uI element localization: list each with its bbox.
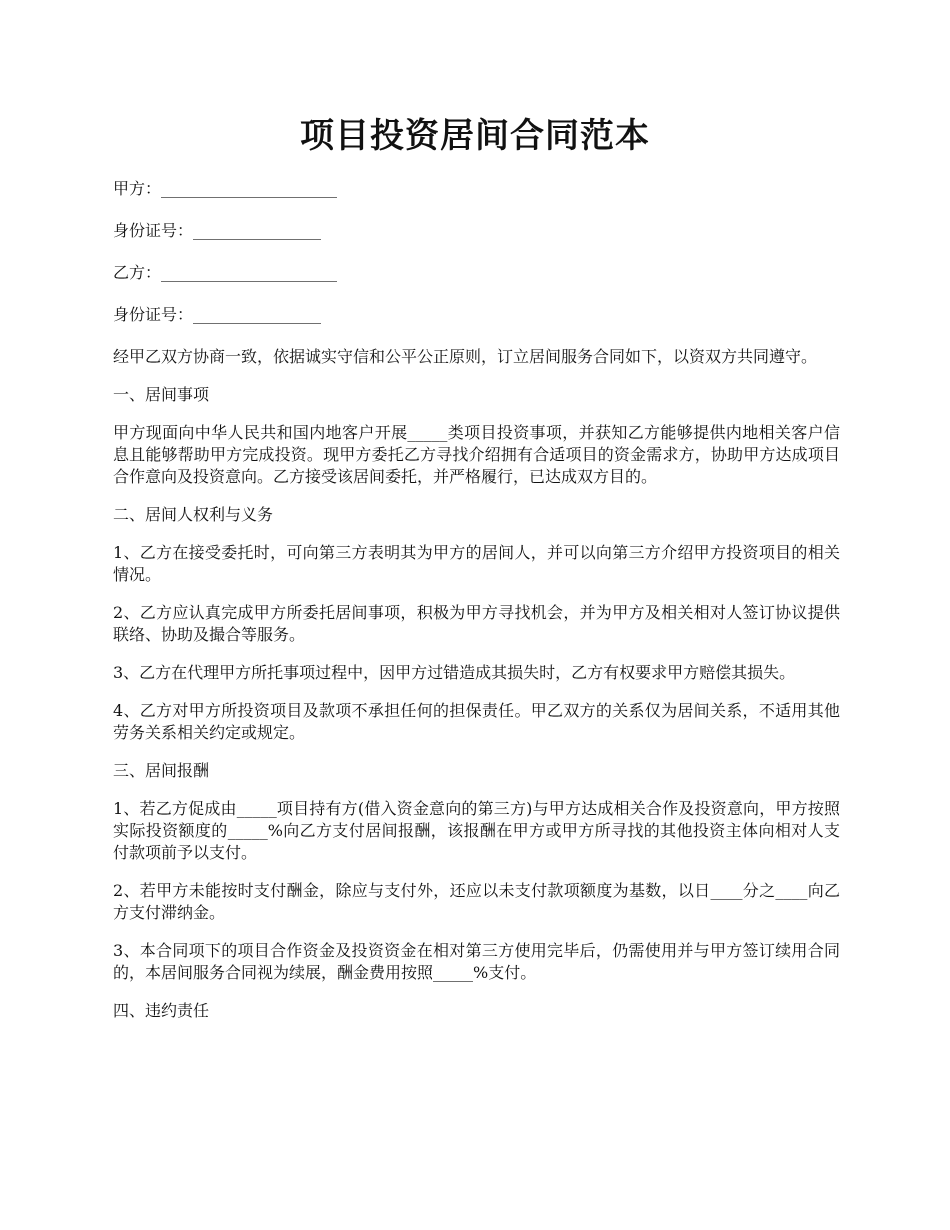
party-a-field: 甲方：______________________ [113,179,338,198]
party-a-id-field: 身份证号：________________ [113,221,322,240]
section-heading-2: 二、居间人权利与义务 [113,505,274,524]
party-b-id-field: 身份证号：________________ [113,305,322,324]
clause-2-2: 2、乙方应认真完成甲方所委托居间事项，积极为甲方寻找机会，并为甲方及相关相对人签订协议提供联络、协助及撮合等服务。 [113,603,840,644]
section-heading-4: 四、违约责任 [113,1001,210,1020]
clause-2-4: 4、乙方对甲方所投资项目及款项不承担任何的担保责任。甲乙双方的关系仅为居间关系，不适用其他劳务关系相关约定或规定。 [113,701,840,742]
clause-3-2: 2、若甲方未能按时支付酬金，除应与支付外，还应以未支付款项额度为基数，以日____分之____向乙方支付滞纳金。 [113,881,840,922]
party-b-field: 乙方：______________________ [113,263,338,282]
section-heading-3: 三、居间报酬 [113,761,210,780]
clause-2-3: 3、乙方在代理甲方所托事项过程中，因甲方过错造成其损失时，乙方有权要求甲方赔偿其损失。 [113,663,796,682]
clause-3-1: 1、若乙方促成由_____项目持有方(借入资金意向的第三方)与甲方达成相关合作及投资意向，甲方按照实际投资额度的_____%向乙方支付居间报酬，该报酬在甲方或甲方所寻找的其他投资主体向相对人支付款项前予以支付。 [113,799,840,862]
document-title: 项目投资居间合同范本 [300,116,650,156]
clause-3-3: 3、本合同项下的项目合作资金及投资资金在相对第三方使用完毕后，仍需使用并与甲方签订续用合同的，本居间服务合同视为续展，酬金费用按照_____%支付。 [113,941,840,982]
preamble-paragraph: 经甲乙双方协商一致，依据诚实守信和公平公正原则，订立居间服务合同如下，以资双方共同遵守。 [113,347,818,366]
clause-2-1: 1、乙方在接受委托时，可向第三方表明其为甲方的居间人，并可以向第三方介绍甲方投资项目的相关情况。 [113,543,840,584]
document-body [113,178,840,1038]
section-heading-1: 一、居间事项 [113,385,210,404]
section-1-paragraph: 甲方现面向中华人民共和国内地客户开展_____类项目投资事项，并获知乙方能够提供内地相关客户信息且能够帮助甲方完成投资。现甲方委托乙方寻找介绍拥有合适项目的资金需求方，协助甲方达成项目合作意向及投资意向。乙方接受该居间委托，并严格履行，已达成双方目的。 [113,423,840,486]
